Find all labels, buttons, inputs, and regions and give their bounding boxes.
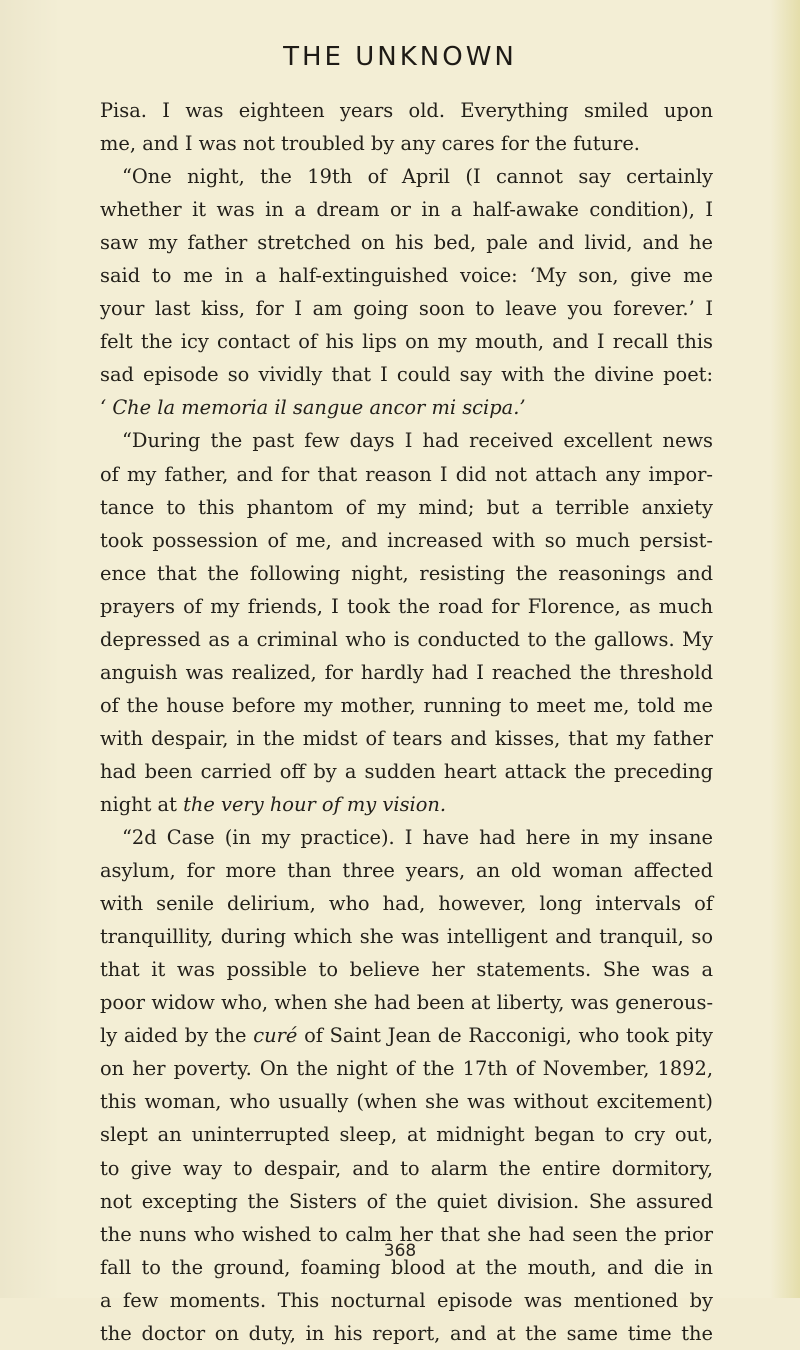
text-line: with despair, in the midst of tears and kisses, that my father — [100, 726, 713, 750]
body-text — [100, 94, 713, 1350]
text-line: anguish was realized, for hardly had I reached the threshold — [100, 660, 713, 684]
running-head: THE UNKNOWN — [283, 42, 517, 72]
text-line: had been carried off by a sudden heart attack the preceding — [100, 759, 713, 783]
text-line: “During the past few days I had received excellent news — [122, 429, 713, 453]
text-line: felt the icy contact of his lips on my mouth, and I recall this — [100, 330, 713, 354]
text-line: Pisa. I was eighteen years old. Everything smiled upon — [100, 99, 713, 122]
text-line: ence that the following night, resisting the reasonings and — [100, 561, 713, 585]
text-line: not excepting the Sisters of the quiet division. She assured — [100, 1189, 713, 1213]
text-line: night at the very hour of my vision. — [100, 792, 447, 816]
text-line: to give way to despair, and to alarm the entire dormitory, — [100, 1156, 713, 1180]
text-line: ly aided by the curé of Saint Jean de Racconigi, who took pity — [100, 1024, 713, 1048]
text-line: on her poverty. On the night of the 17th of November, 1892, — [100, 1057, 713, 1081]
text-line: “One night, the 19th of April (I cannot say certainly — [122, 165, 713, 189]
text-line: poor widow who, when she had been at liberty, was generous- — [100, 991, 713, 1015]
text-line: fall to the ground, foaming blood at the mouth, and die in — [100, 1255, 713, 1279]
text-line: asylum, for more than three years, an old woman affected — [100, 859, 713, 883]
text-line: whether it was in a dream or in a half-awake condition), I — [100, 198, 713, 222]
text-line: the nuns who wished to calm her that she had seen the prior — [100, 1222, 713, 1246]
text-line: that it was possible to believe her statements. She was a — [100, 958, 713, 982]
text-line: prayers of my friends, I took the road for Florence, as much — [100, 594, 713, 618]
text-line: your last kiss, for I am going soon to leave you forever.’ I — [100, 297, 713, 321]
text-line: saw my father stretched on his bed, pale and livid, and he — [100, 231, 713, 255]
text-line: sad episode so vividly that I could say with the divine poet: — [100, 363, 713, 387]
text-line: me, and I was not troubled by any cares for the future. — [100, 132, 640, 156]
text-line: tranquillity, during which she was intelligent and tranquil, so — [100, 925, 713, 949]
text-line: this woman, who usually (when she was without excitement) — [100, 1090, 713, 1114]
text-line: tance to this phantom of my mind; but a terrible anxiety — [100, 495, 713, 519]
text-line: depressed as a criminal who is conducted to the gallows. My — [100, 627, 713, 651]
text-line: took possession of me, and increased with so much persist- — [100, 528, 713, 552]
text-line: of my father, and for that reason I did not attach any impor- — [100, 462, 713, 486]
text-line: the doctor on duty, in his report, and at the same time the — [100, 1321, 713, 1345]
text-line: of the house before my mother, running to meet me, told me — [100, 693, 713, 717]
text-line: ‘ Che la memoria il sangue ancor mi scipa.’ — [100, 396, 526, 420]
text-line: slept an uninterrupted sleep, at midnight began to cry out, — [100, 1123, 713, 1147]
text-line: “2d Case (in my practice). I have had here in my insane — [122, 826, 713, 850]
page-number: 368 — [383, 1241, 417, 1261]
text-line: a few moments. This nocturnal episode was mentioned by — [100, 1288, 713, 1312]
text-line: said to me in a half-extinguished voice: ‘My son, give me — [100, 264, 713, 288]
text-line: with senile delirium, who had, however, long intervals of — [100, 892, 713, 916]
